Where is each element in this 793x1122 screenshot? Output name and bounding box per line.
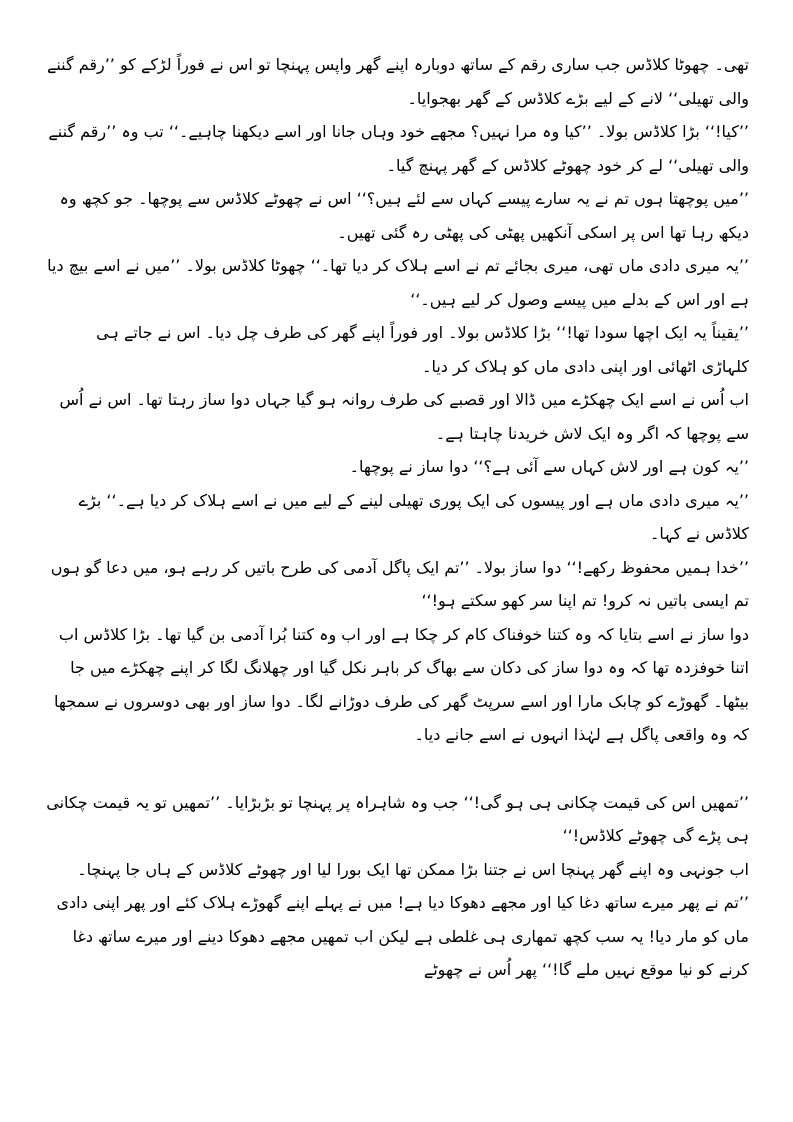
paragraph-2: ’’کیا!‘‘ بڑا کلاڈس بولا۔ ’’کیا وہ مرا نہیں؟ مجھے خود وہاں جانا اور اسے دیکھنا چاہیے۔‘‘ تب وہ ’’رقم گننے والی تھیلی‘‘ لے کر خود چھوٹے کلاڈس کے گھر پہنچ گیا۔ [48,122,749,175]
paragraph-9: ’’خدا ہمیں محفوظ رکھے!‘‘ دوا ساز بولا۔ ’’تم ایک پاگل آدمی کی طرح باتیں کر رہے ہو، میں دعا گو ہوں تم ایسی باتیں نہ کرو! تم اپنا سر کھو سکتے ہو!‘‘ [50,557,749,610]
paragraph-11: ’’تمھیں اس کی قیمت چکانی ہی ہو گی!‘‘ جب وہ شاہراہ پر پہنچا تو بڑبڑایا۔ ’’تمھیں تو یہ قیمت چکانی ہی پڑے گی چھوٹے کلاڈس!‘‘ [46,792,749,845]
paragraph-7: ’’یہ کون ہے اور لاش کہاں سے آئی ہے؟‘‘ دوا ساز نے پوچھا۔ [349,457,749,476]
paragraph-13: ’’تم نے پھر میرے ساتھ دغا کیا اور مجھے دھوکا دیا ہے! میں نے پہلے اپنے گھوڑے ہلاک کئے اور پھر اپنی دادی ماں کو مار دیا! یہ سب کچھ تمھاری ہی غلطی ہے لیکن اب تمھیں مجھے دھوکا دینے اور میرے ساتھ دغا کرنے کو نیا موقع نہیں ملے گا!‘‘ پھر اُس نے چھوٹے [56,893,749,979]
paragraph-8: ’’یہ میری دادی ماں ہے اور پیسوں کی ایک پوری تھیلی لینے کے لیے میں نے اسے ہلاک کر دیا ہے۔‘‘ بڑے کلاڈس نے کہا۔ [78,490,749,543]
paragraph-1: تھی۔ چھوٹا کلاڈس جب ساری رقم کے ساتھ دوبارہ اپنے گھر واپس پہنچا تو اس نے فوراً لڑکے کو ’’رقم گننے والی تھیلی‘‘ لانے کے لیے بڑے کلاڈس کے گھر بھجوایا۔ [46,55,749,108]
paragraph-6: اب اُس نے اسے ایک چھکڑے میں ڈالا اور قصبے کی طرف روانہ ہو گیا جہاں دوا ساز رہتا تھا۔ اس نے اُس سے پوچھا کہ اگر وہ ایک لاش خریدنا چاہتا ہے۔ [59,390,749,443]
paragraph-3: ’’میں پوچھتا ہوں تم نے یہ سارے پیسے کہاں سے لئے ہیں؟‘‘ اس نے چھوٹے کلاڈس سے پوچھا۔ جو کچھ وہ دیکھ رہا تھا اس پر اسکی آنکھیں پھٹی کی پھٹی رہ گئی تھیں۔ [59,189,749,242]
paragraph-10: دوا ساز نے اسے بتایا کہ وہ کتنا خوفناک کام کر چکا ہے اور اب وہ کتنا بُرا آدمی بن گیا تھا۔ بڑا کلاڈس اب اتنا خوفزدہ تھا کہ وہ دوا ساز کی دکان سے بھاگ کر باہر نکل گیا اور چھلانگ لگا کر اپنے چھکڑے میں جا بیٹھا۔ گھوڑے کو چابک مارا اور اسے سرپٹ گھر کی طرف دوڑانے لگا۔ دوا ساز اور بھی دوسروں نے سمجھا کہ وہ واقعی پاگل ہے لہٰذا انہوں نے اسے جانے دیا۔ [53,624,749,744]
paragraph-4: ’’یہ میری دادی ماں تھی، میری بجائے تم نے اسے ہلاک کر دیا تھا۔‘‘ چھوٹا کلاڈس بولا۔ ’’میں نے اسے بیچ دیا ہے اور اس کے بدلے میں پیسے وصول کر لیے ہیں۔‘‘ [47,256,749,309]
paragraph-12: اب جونہی وہ اپنے گھر پہنچا اس نے جتنا بڑا ممکن تھا ایک بورا لیا اور چھوٹے کلاڈس کے ہاں جا پہنچا۔ [77,859,749,879]
paragraph-5: ’’یقیناً یہ ایک اچھا سودا تھا!‘‘ بڑا کلاڈس بولا۔ اور فوراً اپنے گھر کی طرف چل دیا۔ اس نے جاتے ہی کلہاڑی اٹھائی اور اپنی دادی ماں کو ہلاک کر دیا۔ [96,323,749,376]
